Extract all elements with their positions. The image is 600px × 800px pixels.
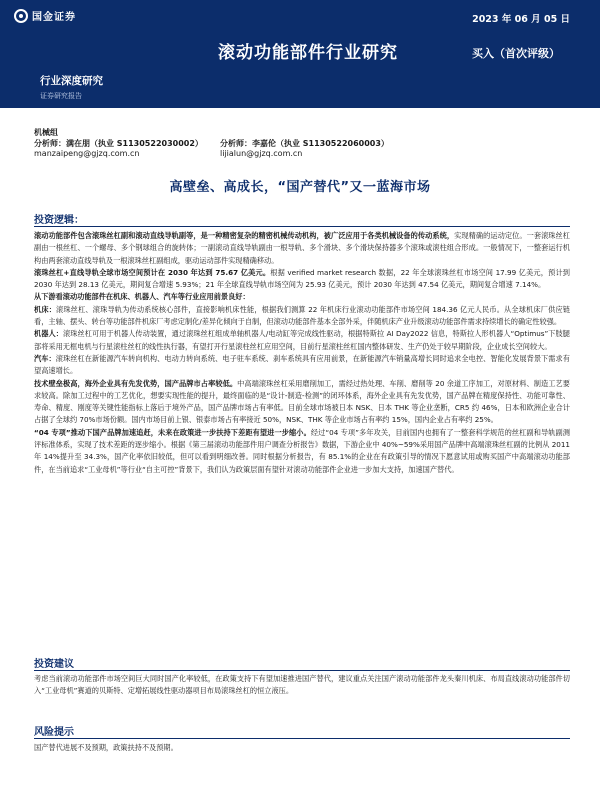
analyst-2-email[interactable]: lijialun@gjzq.com.cn [220,149,303,158]
section-investment-logic: 投资逻辑： [34,215,84,226]
section-investment-advice: 投资建议 [34,659,74,670]
logo-text: 国金证券 [32,12,76,23]
report-type: 行业深度研究 [40,75,103,87]
analyst-info [34,128,574,160]
logic-paragraph: 滚动功能部件包含滚珠丝杠副和滚动直线导轨副等，是一种精密复杂的精密机械传动机构，被广泛应用于各类机械设备的传动系统，实现精确的运动定位。一套滚珠丝杠副由一根丝杠、一个螺母、多个钢球组合的旋转体；一副滚动直线导轨副由一根导轨、多个滑块、多个滑块保持器多个滚珠或滚柱组合形成。一般情况下，一整套运行机构由两套滚动直线导轨及一根滚珠丝杠副组成，驱动运动部件实现精确移动。 [34,231,570,265]
logic-paragraph: 汽车：滚珠丝杠在新能源汽车转向机构、电动力转向系统、电子驻车系统、刹车系统具有应用前景，在新能源汽车销量高增长同时追求全电控、智能化发展背景下需求有望高速增长。 [34,353,570,376]
section-risk: 风险提示 [34,727,74,738]
section-divider [34,738,570,739]
section-divider [34,226,570,227]
risk-text: 国产替代进展不及预期，政策扶持不及预期。 [34,743,178,752]
analyst-1-email[interactable]: manzaipeng@gjzq.com.cn [34,149,140,158]
broker-logo [14,8,76,23]
advice-text: 考虑当前滚动功能部件市场空间巨大同时国产化率较低，在政策支持下有望加速推进国产替代，建议重点关注国产滚动功能部件龙头秦川机床、布局直线滚动功能部件切入“工业母机”赛道的贝斯特、定增拓展线性驱动器项目布局滚珠丝杠的恒立液压。 [34,674,570,696]
sector-label: 机械组 [34,128,58,137]
report-title: 滚动功能部件行业研究 [218,43,398,63]
analyst-2: 分析师：李嘉伦（执业 S1130522060003） [220,138,389,148]
rating-badge: 买入（首次评级） [472,47,560,60]
report-subtype: 证券研究报告 [40,92,82,100]
section-divider [34,670,570,671]
logo-icon [14,9,28,23]
investment-advice-body [34,673,570,698]
logic-paragraph: 滚珠丝杠+直线导轨全球市场空间预计在 2030 年达到 75.67 亿美元。根据 verified market research 数据，22 年全球滚珠丝杠市场空间 17.99 亿美元，预计到 2030 年达到 28.13 亿美元，期间复合增速 5.93%；21 年全球直线导轨市场空间为 25.93 亿美元，预计 2030 年达到 47.54 亿美元，期间复合增速 7.14%。 [34,267,570,290]
risk-body [34,742,570,754]
report-header [0,0,600,108]
analyst-1: 分析师：满在朋（执业 S1130522030002） [34,138,203,148]
logic-paragraph: “04 专项”推动下国产品牌加速追赶，未来在政策进一步扶持下差距有望进一步缩小。经过“04 专项”多年攻关，目前国内也拥有了一整套科学规范的丝杠副和导轨副测评标准体系，实现了技术差距的逐步缩小。根据《第三届滚动功能部件用户调查分析报告》数据，下游企业中 40%~59%采用国产品牌中高端滚珠丝杠副的比例从 2011 年 14%提升至 34.3%，国产化率依旧较低，但可以看到明细改善。同时根据分析报告，有 85.1%的企业在有政策引导的情况下愿意试用或购买国产中高端滚动功能部件，在当前追求“工业母机”等行业“自主可控”背景下，我们认为政策层面有望针对滚动功能部件企业进一步加大支持，加速国产替代。 [34,427,570,474]
investment-logic-body [34,230,570,476]
report-date: 2023 年 06 月 05 日 [472,14,570,25]
logic-paragraph: 机器人：滚珠丝杠可用于机器人传动装置，通过滚珠丝杠组成单轴机器人/电动缸等完成线性驱动，根据特斯拉 AI Day2022 信息，特斯拉人形机器人“Optimus”下肢腿部将采用无框电机与行星滚柱丝杠的线性执行器，有望打开行星滚柱丝杠应用空间，目前行星滚柱丝杠国内整体研发、生产仍处于较早期阶段，企业成长空间较大。 [34,329,570,351]
logic-paragraph: 从下游看滚动功能部件在机床、机器人、汽车等行业应用前景良好： [34,292,250,302]
logic-paragraph: 技术壁垒极高，海外企业具有先发优势，国产品牌市占率较低。中高端滚珠丝杠采用磨削加工，需经过热处理、车削、磨削等 20 余道工序加工，对原材料、制造工艺要求较高。除加工过程中的工艺优化，想要实现性能的提升，最终面临的是“设计-制造-检测”的闭环体系，海外企业具有先发优势，国产品牌在精度保持性、功能可靠性、寿命、精度、刚度等关键性能指标上落后于境外产品，国产品牌市场占有率低。目前全球市场被日本 NSK、日本 THK 等企业垄断，CR5 约 46%，日本和欧洲企业合计占据了全球约 70%市场份额。国内市场目前上银、银泰市场占有率接近 50%，NSK、THK 等企业市场占有率约 15%，国内企业占有率约 25%。 [34,378,570,425]
logic-paragraph: 机床：滚珠丝杠、滚珠导轨为传动系统核心部件，直接影响机床性能，根据我们测算 22 年机床行业滚动功能部件市场空间 184.36 亿元人民币。从全球机床厂供应链看，主轴、摆头、转台等功能部件机床厂考虑定制化/差异化倾向于自制，但滚动功能部件基本全部外采，伴随机床产业升级滚动功能部件需求持续增长的确定性较强。 [34,304,570,327]
headline: 高壁垒、高成长，“国产替代”又一蓝海市场 [169,180,431,195]
